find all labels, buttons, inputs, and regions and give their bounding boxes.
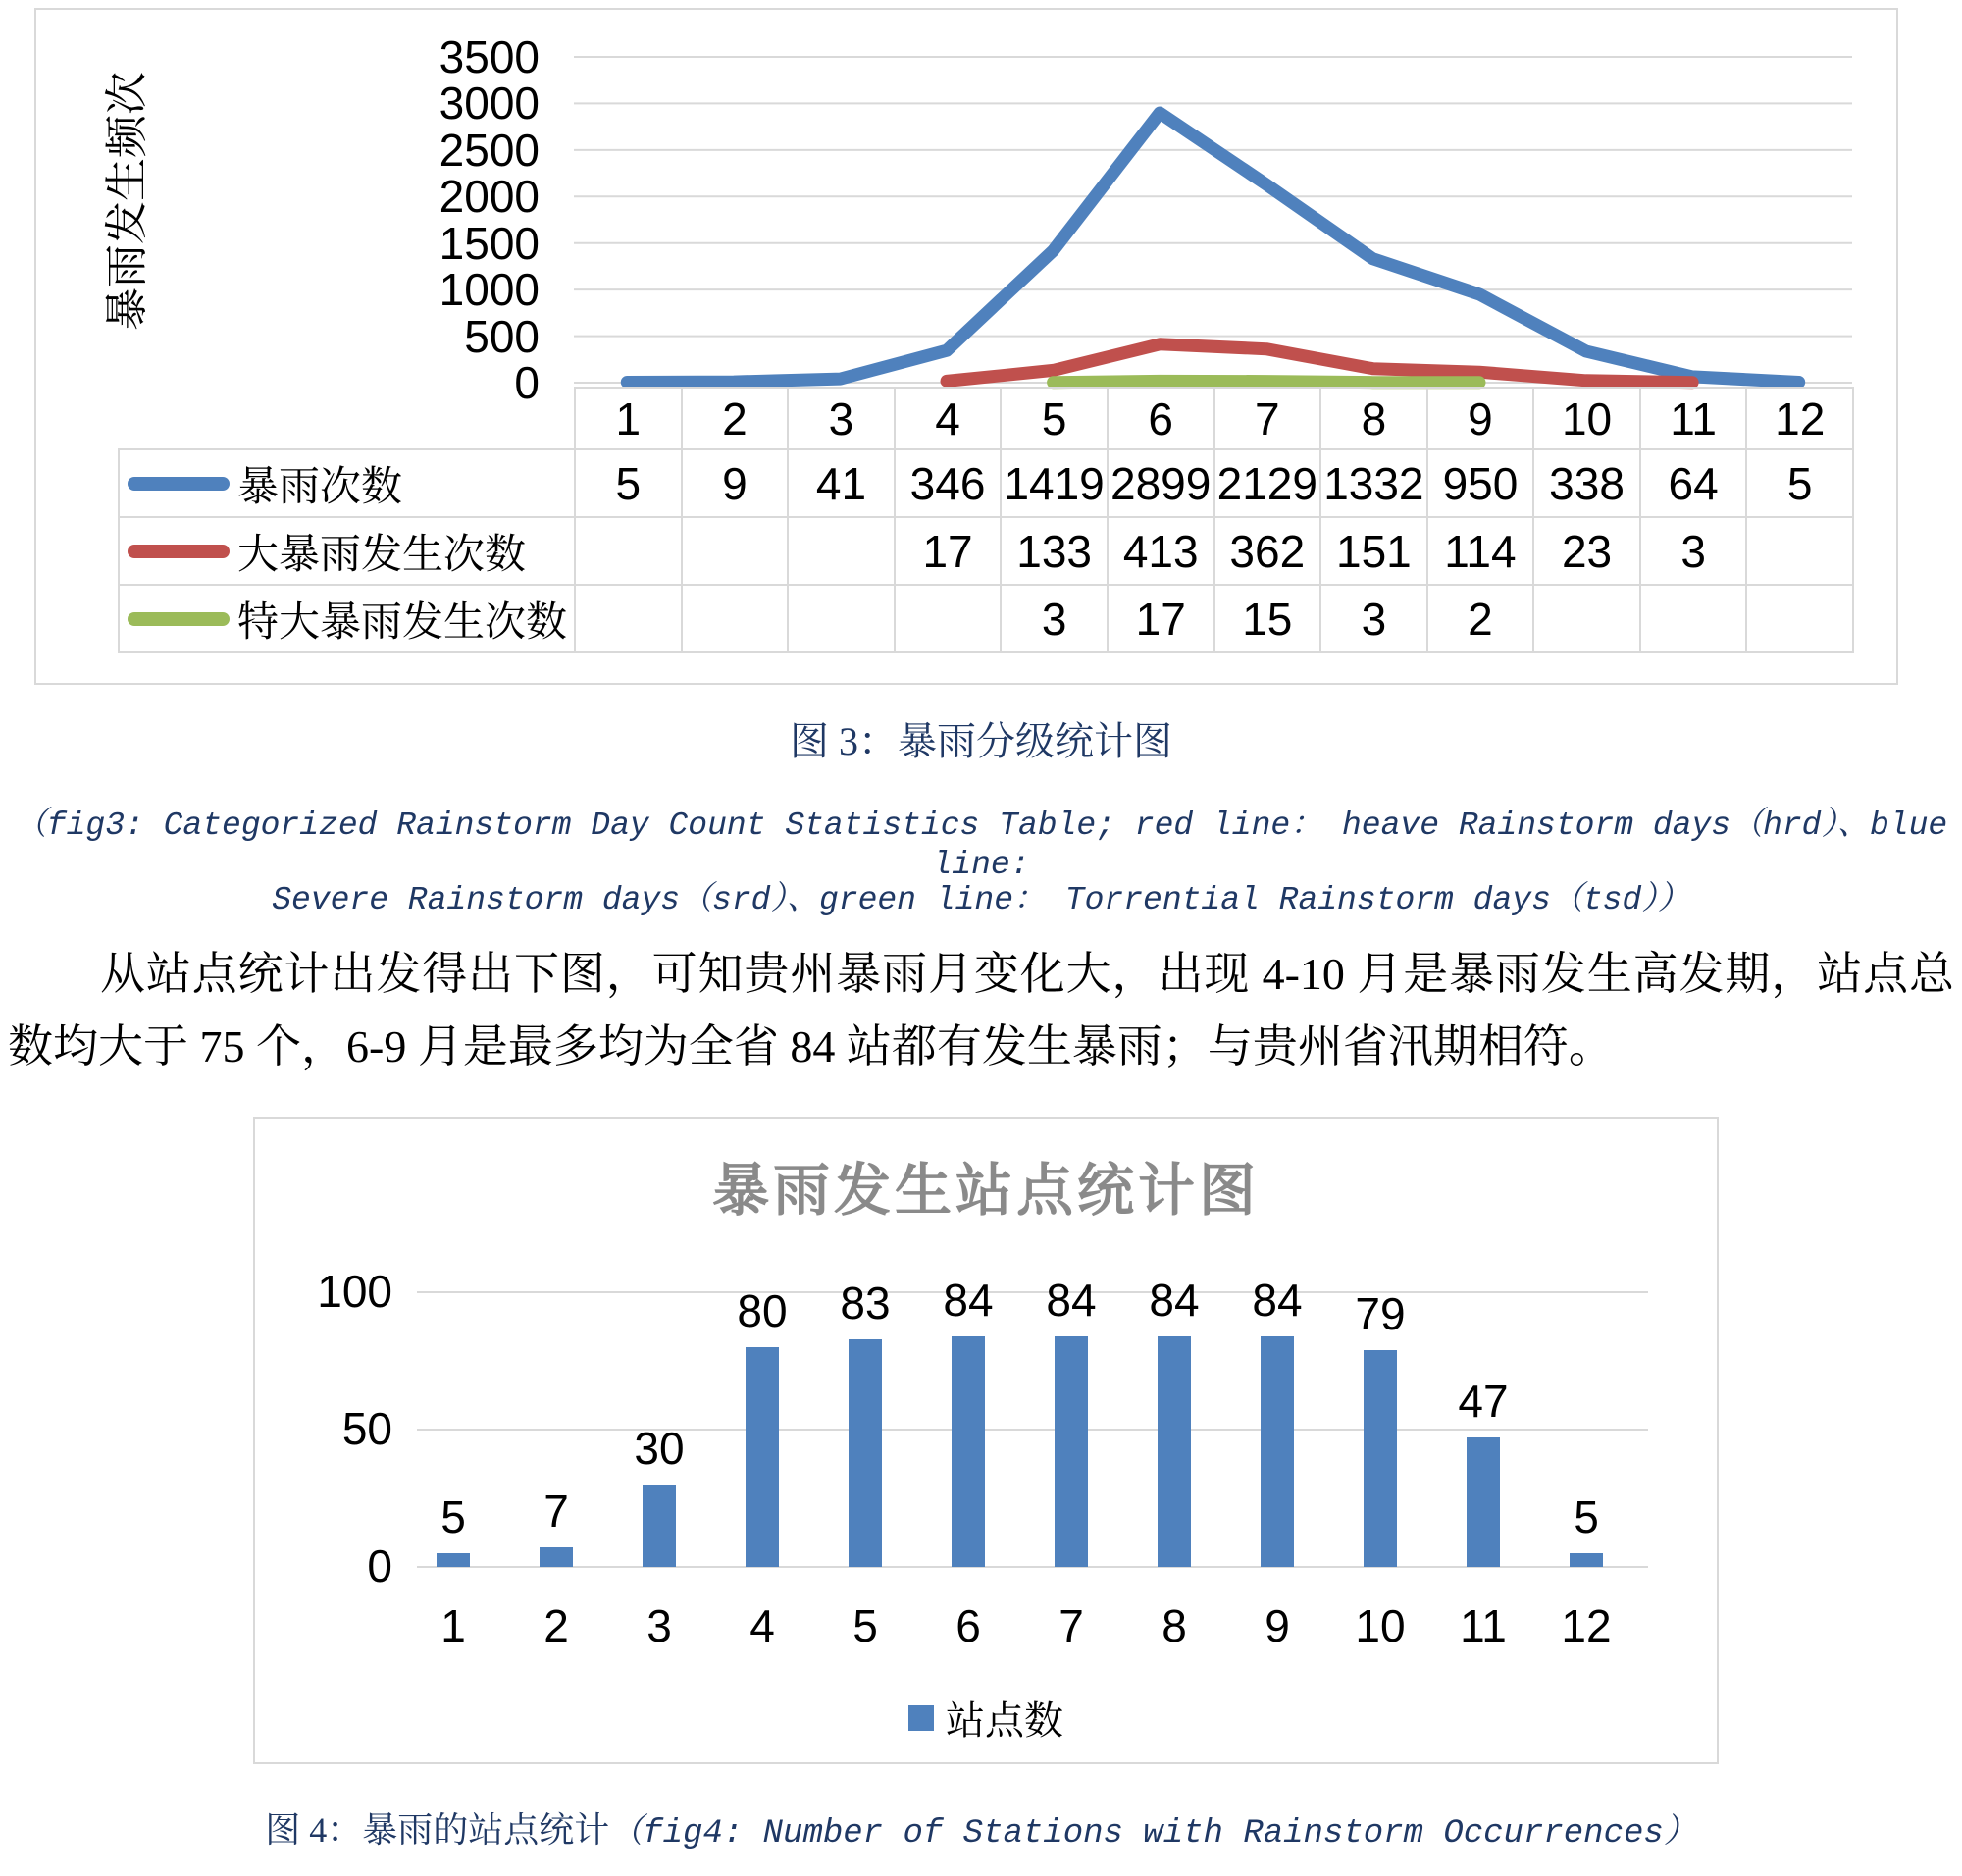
fig3-y-tick-label: 0 <box>514 357 540 408</box>
fig3-table-value-cell <box>1639 584 1746 653</box>
fig3-series-name: 特大暴雨发生次数 <box>237 599 568 646</box>
bar-month-7 <box>1055 1336 1088 1567</box>
bar-month-6 <box>952 1336 985 1567</box>
fig3-table-value-cell: 1332 <box>1319 448 1426 516</box>
fig3-series-row-label <box>118 516 574 584</box>
fig3-series-row-label <box>118 584 574 653</box>
series-line-swatch-icon <box>128 612 230 626</box>
fig4-legend <box>253 1690 1719 1746</box>
fig3-table-value-cell: 3 <box>1000 584 1107 653</box>
fig4-gridline <box>417 1566 1648 1568</box>
fig3-table-value-cell <box>894 584 1001 653</box>
bar-month-5 <box>849 1339 882 1567</box>
fig3-table-value-cell <box>787 516 894 584</box>
fig4-chart-title: 暴雨发生站点统计图 <box>711 1159 1260 1223</box>
fig3-caption-english-line2: Severe Rainstorm days（srd）、green line： Torrential Rainstorm days（tsd）） <box>272 882 1690 918</box>
fig4-legend-label: 站点数 <box>946 1698 1063 1743</box>
fig3-table-value-cell: 2129 <box>1213 448 1320 516</box>
fig4-x-tick-label: 4 <box>749 1600 775 1651</box>
fig3-table-value-cell: 17 <box>1107 584 1213 653</box>
fig4-x-tick-label: 11 <box>1460 1600 1507 1651</box>
fig3-table-header-cell: 7 <box>1213 387 1320 448</box>
fig3-series-name: 大暴雨发生次数 <box>237 532 527 578</box>
fig3-table-value-cell: 338 <box>1532 448 1639 516</box>
fig3-table-value-cell: 2 <box>1426 584 1533 653</box>
fig3-table-header-cell: 12 <box>1745 387 1854 448</box>
bar-value-label: 5 <box>440 1491 466 1542</box>
fig3-table-header-cell: 3 <box>787 387 894 448</box>
fig4-x-tick-label: 5 <box>852 1600 878 1651</box>
fig3-table-header-cell: 5 <box>1000 387 1107 448</box>
fig4-caption-cn: 图 4：暴雨的站点统计 <box>265 1810 610 1850</box>
bar-month-12 <box>1570 1553 1603 1567</box>
bar-value-label: 30 <box>634 1423 685 1474</box>
fig3-table-value-cell <box>681 516 788 584</box>
fig3-table-value-cell: 3 <box>1319 584 1426 653</box>
fig4-x-tick-label: 9 <box>1265 1600 1290 1651</box>
bar-value-label: 83 <box>840 1277 891 1329</box>
fig3-table-header-cell: 4 <box>894 387 1001 448</box>
fig3-y-tick-label: 3500 <box>439 31 540 82</box>
fig3-y-tick-label: 1000 <box>439 264 540 316</box>
fig3-table-header-cell: 2 <box>681 387 788 448</box>
fig3-table-value-cell: 2899 <box>1107 448 1213 516</box>
fig3-table-header-cell: 11 <box>1639 387 1746 448</box>
bar-month-11 <box>1467 1437 1500 1567</box>
fig4-x-tick-label: 6 <box>955 1600 981 1651</box>
bar-month-3 <box>643 1485 676 1567</box>
bar-value-label: 84 <box>1046 1274 1097 1326</box>
fig3-table-header-cell: 8 <box>1319 387 1426 448</box>
bar-value-label: 5 <box>1574 1491 1599 1542</box>
fig3-series-row-label <box>118 448 574 516</box>
bar-month-10 <box>1364 1350 1397 1567</box>
fig3-y-tick-label: 1500 <box>439 217 540 269</box>
fig4-x-tick-label: 1 <box>440 1600 466 1651</box>
fig4-x-tick-label: 2 <box>543 1600 569 1651</box>
fig4-y-tick-label: 0 <box>367 1540 392 1591</box>
bar-month-8 <box>1158 1336 1191 1567</box>
bar-value-label: 47 <box>1458 1376 1509 1428</box>
fig3-table-value-cell: 114 <box>1426 516 1533 584</box>
bar-month-4 <box>746 1347 779 1567</box>
fig3-table-value-cell: 3 <box>1639 516 1746 584</box>
fig3-table-value-cell: 9 <box>681 448 788 516</box>
fig3-table-value-cell <box>574 516 681 584</box>
bar-value-label: 84 <box>1252 1274 1303 1326</box>
fig3-table-value-cell: 133 <box>1000 516 1107 584</box>
fig3-table-value-cell <box>574 584 681 653</box>
fig3-table-value-cell: 23 <box>1532 516 1639 584</box>
fig3-table-value-cell: 41 <box>787 448 894 516</box>
fig3-table-value-cell: 151 <box>1319 516 1426 584</box>
bar-value-label: 80 <box>737 1285 788 1336</box>
fig4-caption <box>0 1807 1962 1853</box>
bar-month-9 <box>1261 1336 1294 1567</box>
body-paragraph: 从站点统计出发得出下图，可知贵州暴雨月变化大，出现 4-10 月是暴雨发生高发期，站点总数均大于 75 个，6-9 月是最多均为全省 84 站都有发生暴雨；与贵州省汛期相符。 <box>8 949 1954 1071</box>
bar-value-label: 84 <box>1149 1274 1200 1326</box>
fig3-y-tick-label: 2000 <box>439 171 540 223</box>
fig4-x-tick-label: 8 <box>1162 1600 1187 1651</box>
series-line-swatch-icon <box>128 477 230 491</box>
fig3-table-value-cell: 17 <box>894 516 1001 584</box>
fig3-table-value-cell: 15 <box>1213 584 1320 653</box>
fig3-table-value-cell: 950 <box>1426 448 1533 516</box>
fig4-x-tick-label: 3 <box>646 1600 672 1651</box>
fig3-table-value-cell <box>1532 584 1639 653</box>
fig4-x-tick-label: 10 <box>1355 1600 1406 1651</box>
legend-square-icon <box>908 1705 934 1731</box>
bar-value-label: 79 <box>1355 1287 1406 1339</box>
fig3-y-tick-label: 3000 <box>439 78 540 130</box>
fig3-table-value-cell <box>1745 584 1854 653</box>
fig3-table-header-cell: 10 <box>1532 387 1639 448</box>
bar-value-label: 84 <box>943 1274 994 1326</box>
fig3-series-name: 暴雨次数 <box>237 464 403 510</box>
fig4-x-tick-label: 7 <box>1058 1600 1084 1651</box>
fig3-table-value-cell: 1419 <box>1000 448 1107 516</box>
fig3-y-axis-title: 暴雨发生频次 <box>103 72 151 331</box>
fig4-y-tick-label: 50 <box>341 1403 392 1454</box>
fig3-table-header-cell: 9 <box>1426 387 1533 448</box>
fig3-y-tick-label: 500 <box>464 310 540 362</box>
fig4-caption-en: （fig4: Number of Stations with Rainstorm Occurrences） <box>609 1815 1697 1852</box>
fig3-table-value-cell: 5 <box>1745 448 1854 516</box>
fig4-y-tick-label: 100 <box>317 1266 392 1317</box>
bar-month-1 <box>437 1553 470 1567</box>
fig3-table-value-cell: 413 <box>1107 516 1213 584</box>
fig3-table-header-cell: 6 <box>1107 387 1213 448</box>
fig3-table-value-cell <box>1745 516 1854 584</box>
fig3-caption: 图 3：暴雨分级统计图 <box>790 719 1172 763</box>
fig3-table-value-cell: 5 <box>574 448 681 516</box>
fig3-table-value-cell <box>787 584 894 653</box>
fig3-y-tick-label: 2500 <box>439 124 540 176</box>
fig4-x-tick-label: 12 <box>1561 1600 1612 1651</box>
fig3-caption-english-line1: （fig3: Categorized Rainstorm Day Count Statistics Table; red line： heave Rainstorm days（hrd）、blue line: <box>14 808 1948 883</box>
series-line-swatch-icon <box>128 545 230 558</box>
fig3-table-value-cell: 362 <box>1213 516 1320 584</box>
fig3-table-value-cell: 64 <box>1639 448 1746 516</box>
fig3-table-value-cell <box>681 584 788 653</box>
fig3-table-header-cell: 1 <box>574 387 681 448</box>
bar-value-label: 7 <box>543 1485 569 1537</box>
bar-month-2 <box>540 1547 573 1567</box>
fig3-table-value-cell: 346 <box>894 448 1001 516</box>
